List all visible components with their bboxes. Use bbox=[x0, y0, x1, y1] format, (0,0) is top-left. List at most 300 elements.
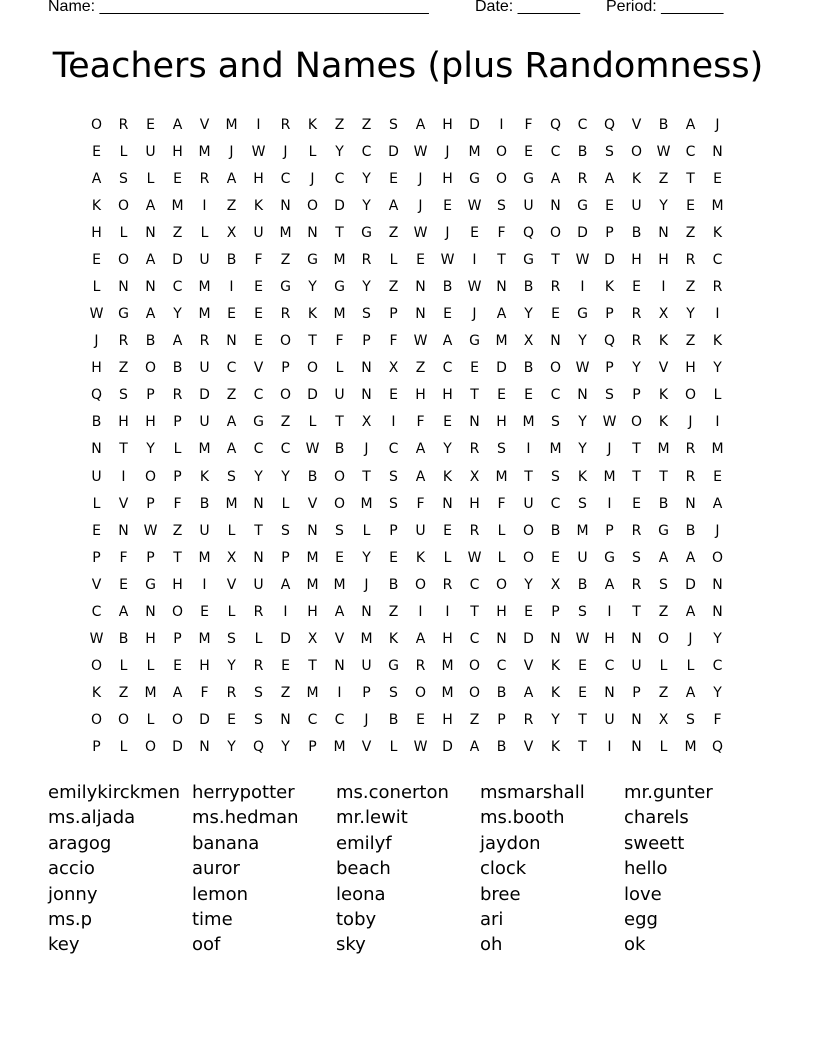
grid-letter[interactable]: H bbox=[145, 414, 156, 431]
grid-letter[interactable]: Q bbox=[603, 116, 616, 133]
grid-letter[interactable]: T bbox=[173, 549, 182, 566]
grid-letter[interactable]: O bbox=[630, 143, 643, 160]
grid-letter[interactable]: Y bbox=[173, 306, 182, 323]
grid-letter[interactable]: D bbox=[172, 739, 183, 756]
grid-letter[interactable]: C bbox=[550, 387, 561, 404]
grid-letter[interactable]: U bbox=[604, 712, 615, 729]
grid-letter[interactable]: H bbox=[415, 387, 426, 404]
grid-letter[interactable]: V bbox=[523, 739, 534, 756]
grid-letter[interactable]: S bbox=[578, 495, 587, 512]
grid-letter[interactable]: R bbox=[442, 576, 453, 593]
grid-letter[interactable]: Z bbox=[118, 360, 129, 377]
grid-letter[interactable]: H bbox=[199, 658, 210, 675]
grid-letter[interactable]: B bbox=[577, 576, 588, 593]
grid-letter[interactable]: Y bbox=[362, 197, 371, 214]
grid-letter[interactable]: N bbox=[334, 658, 345, 675]
grid-letter[interactable]: R bbox=[631, 522, 642, 539]
grid-letter[interactable]: G bbox=[577, 197, 588, 214]
grid-letter[interactable]: A bbox=[226, 441, 237, 458]
grid-letter[interactable]: N bbox=[550, 197, 561, 214]
grid-letter[interactable]: Q bbox=[90, 387, 103, 404]
grid-letter[interactable]: G bbox=[469, 333, 480, 350]
grid-letter[interactable]: T bbox=[119, 441, 128, 458]
grid-letter[interactable]: G bbox=[604, 549, 615, 566]
grid-letter[interactable]: Z bbox=[388, 224, 399, 241]
grid-letter[interactable]: N bbox=[361, 603, 372, 620]
grid-letter[interactable]: S bbox=[227, 468, 236, 485]
grid-letter[interactable]: F bbox=[254, 251, 263, 268]
grid-letter[interactable]: E bbox=[254, 306, 263, 323]
grid-letter[interactable]: L bbox=[146, 712, 155, 729]
grid-letter[interactable]: Y bbox=[713, 631, 722, 648]
grid-letter[interactable]: F bbox=[173, 495, 182, 512]
grid-letter[interactable]: R bbox=[631, 333, 642, 350]
grid-letter[interactable]: Q bbox=[711, 739, 724, 756]
grid-letter[interactable]: N bbox=[118, 279, 129, 295]
grid-letter[interactable]: P bbox=[389, 306, 398, 323]
grid-letter[interactable]: A bbox=[145, 197, 156, 214]
grid-letter[interactable]: Z bbox=[685, 333, 696, 350]
grid-letter[interactable]: F bbox=[713, 712, 722, 729]
grid-letter[interactable]: N bbox=[253, 495, 264, 512]
grid-letter[interactable]: K bbox=[415, 549, 426, 566]
grid-letter[interactable]: U bbox=[334, 387, 345, 404]
grid-letter[interactable]: N bbox=[415, 306, 426, 323]
grid-letter[interactable]: T bbox=[335, 414, 344, 431]
grid-letter[interactable]: B bbox=[388, 576, 399, 593]
grid-letter[interactable]: B bbox=[199, 495, 210, 512]
grid-letter[interactable]: O bbox=[711, 549, 724, 566]
grid-letter[interactable]: Q bbox=[522, 224, 535, 241]
grid-letter[interactable]: E bbox=[551, 306, 560, 323]
grid-letter[interactable]: L bbox=[92, 279, 101, 295]
grid-letter[interactable]: E bbox=[173, 170, 182, 187]
grid-letter[interactable]: E bbox=[416, 251, 425, 268]
grid-letter[interactable]: C bbox=[712, 658, 723, 675]
grid-letter[interactable]: C bbox=[253, 387, 264, 404]
grid-letter[interactable]: K bbox=[307, 306, 318, 323]
grid-letter[interactable]: X bbox=[523, 333, 534, 350]
grid-letter[interactable]: O bbox=[333, 468, 346, 485]
grid-letter[interactable]: E bbox=[146, 116, 155, 133]
grid-letter[interactable]: L bbox=[713, 387, 722, 404]
grid-letter[interactable]: H bbox=[442, 387, 453, 404]
grid-letter[interactable]: P bbox=[605, 360, 614, 377]
grid-letter[interactable]: K bbox=[307, 116, 318, 133]
grid-letter[interactable]: E bbox=[578, 685, 587, 702]
grid-letter[interactable]: A bbox=[685, 603, 696, 620]
grid-letter[interactable]: H bbox=[685, 360, 696, 377]
grid-letter[interactable]: X bbox=[226, 224, 237, 241]
grid-letter[interactable]: Y bbox=[335, 143, 344, 160]
grid-letter[interactable]: L bbox=[659, 658, 668, 675]
grid-letter[interactable]: N bbox=[118, 522, 129, 539]
grid-letter[interactable]: J bbox=[445, 143, 450, 160]
grid-letter[interactable]: O bbox=[90, 712, 103, 729]
grid-letter[interactable]: U bbox=[199, 414, 210, 431]
grid-letter[interactable]: Q bbox=[549, 116, 562, 133]
grid-letter[interactable]: B bbox=[226, 251, 237, 268]
grid-letter[interactable]: R bbox=[577, 170, 588, 187]
grid-letter[interactable]: P bbox=[92, 739, 101, 756]
grid-letter[interactable]: N bbox=[361, 360, 372, 377]
grid-letter[interactable]: C bbox=[685, 143, 696, 160]
grid-letter[interactable]: Z bbox=[469, 712, 480, 729]
grid-letter[interactable]: B bbox=[334, 441, 345, 458]
grid-letter[interactable]: Y bbox=[443, 441, 452, 458]
grid-letter[interactable]: E bbox=[254, 333, 263, 350]
grid-letter[interactable]: N bbox=[442, 495, 453, 512]
grid-letter[interactable]: C bbox=[280, 170, 291, 187]
grid-letter[interactable]: N bbox=[550, 333, 561, 350]
grid-letter[interactable]: U bbox=[199, 360, 210, 377]
grid-letter[interactable]: O bbox=[171, 712, 184, 729]
grid-letter[interactable]: G bbox=[469, 170, 480, 187]
grid-letter[interactable]: V bbox=[523, 658, 534, 675]
grid-letter[interactable]: A bbox=[118, 603, 129, 620]
grid-letter[interactable]: D bbox=[307, 387, 318, 404]
grid-letter[interactable]: N bbox=[712, 603, 723, 620]
grid-letter[interactable]: O bbox=[657, 631, 670, 648]
grid-letter[interactable]: A bbox=[145, 251, 156, 268]
grid-letter[interactable]: F bbox=[524, 116, 533, 133]
grid-letter[interactable]: M bbox=[306, 576, 319, 593]
grid-letter[interactable]: L bbox=[227, 522, 236, 539]
grid-letter[interactable]: B bbox=[523, 360, 534, 377]
grid-letter[interactable]: Z bbox=[658, 685, 669, 702]
grid-letter[interactable]: U bbox=[523, 495, 534, 512]
grid-letter[interactable]: M bbox=[549, 441, 562, 458]
grid-letter[interactable]: C bbox=[361, 143, 372, 160]
grid-letter[interactable]: O bbox=[171, 603, 184, 620]
grid-letter[interactable]: H bbox=[91, 360, 102, 377]
grid-letter[interactable]: M bbox=[360, 631, 373, 648]
grid-letter[interactable]: Z bbox=[334, 116, 345, 133]
grid-letter[interactable]: E bbox=[578, 658, 587, 675]
grid-letter[interactable]: R bbox=[469, 522, 480, 539]
grid-letter[interactable]: M bbox=[495, 333, 508, 350]
grid-letter[interactable]: N bbox=[307, 224, 318, 241]
grid-letter[interactable]: H bbox=[307, 603, 318, 620]
grid-letter[interactable]: C bbox=[604, 658, 615, 675]
grid-letter[interactable]: C bbox=[550, 495, 561, 512]
grid-letter[interactable]: H bbox=[91, 224, 102, 241]
grid-letter[interactable]: A bbox=[685, 549, 696, 566]
grid-letter[interactable]: V bbox=[361, 739, 372, 756]
grid-letter[interactable]: P bbox=[308, 739, 317, 756]
grid-letter[interactable]: H bbox=[145, 631, 156, 648]
grid-letter[interactable]: N bbox=[199, 739, 210, 756]
grid-letter[interactable]: M bbox=[306, 685, 319, 702]
grid-letter[interactable]: P bbox=[632, 387, 641, 404]
grid-letter[interactable]: W bbox=[143, 522, 158, 539]
grid-letter[interactable]: R bbox=[199, 333, 210, 350]
grid-letter[interactable]: A bbox=[604, 576, 615, 593]
grid-letter[interactable]: V bbox=[253, 360, 264, 377]
grid-letter[interactable]: F bbox=[497, 224, 506, 241]
grid-letter[interactable]: M bbox=[333, 251, 346, 268]
grid-letter[interactable]: L bbox=[119, 739, 128, 756]
grid-letter[interactable]: J bbox=[283, 143, 288, 160]
grid-letter[interactable]: Z bbox=[685, 279, 696, 295]
grid-letter[interactable]: B bbox=[658, 116, 669, 133]
grid-letter[interactable]: Y bbox=[713, 360, 722, 377]
grid-letter[interactable]: L bbox=[497, 522, 506, 539]
grid-letter[interactable]: L bbox=[308, 143, 317, 160]
grid-letter[interactable]: I bbox=[607, 739, 612, 756]
grid-letter[interactable]: L bbox=[119, 224, 128, 241]
grid-letter[interactable]: F bbox=[497, 495, 506, 512]
grid-letter[interactable]: E bbox=[92, 143, 101, 160]
grid-letter[interactable]: N bbox=[307, 522, 318, 539]
grid-letter[interactable]: P bbox=[281, 549, 290, 566]
grid-letter[interactable]: O bbox=[144, 468, 157, 485]
grid-letter[interactable]: A bbox=[604, 170, 615, 187]
grid-letter[interactable]: G bbox=[361, 224, 372, 241]
grid-letter[interactable]: M bbox=[360, 495, 373, 512]
grid-letter[interactable]: M bbox=[198, 279, 211, 295]
grid-letter[interactable]: N bbox=[415, 279, 426, 295]
grid-letter[interactable]: C bbox=[577, 116, 588, 133]
grid-letter[interactable]: S bbox=[497, 441, 506, 458]
grid-letter[interactable]: C bbox=[712, 251, 723, 268]
grid-letter[interactable]: A bbox=[685, 116, 696, 133]
grid-letter[interactable]: W bbox=[656, 143, 671, 160]
grid-letter[interactable]: M bbox=[684, 739, 697, 756]
grid-letter[interactable]: U bbox=[199, 522, 210, 539]
grid-letter[interactable]: M bbox=[198, 549, 211, 566]
grid-letter[interactable]: P bbox=[605, 522, 614, 539]
grid-letter[interactable]: A bbox=[334, 603, 345, 620]
grid-letter[interactable]: X bbox=[469, 468, 480, 485]
grid-letter[interactable]: G bbox=[280, 279, 291, 295]
grid-letter[interactable]: S bbox=[578, 603, 587, 620]
grid-letter[interactable]: Y bbox=[281, 468, 290, 485]
grid-letter[interactable]: I bbox=[661, 279, 666, 295]
grid-letter[interactable]: G bbox=[658, 522, 669, 539]
grid-letter[interactable]: J bbox=[364, 712, 369, 729]
grid-letter[interactable]: T bbox=[470, 603, 479, 620]
grid-letter[interactable]: K bbox=[712, 224, 723, 241]
grid-letter[interactable]: W bbox=[467, 549, 482, 566]
grid-letter[interactable]: G bbox=[145, 576, 156, 593]
grid-letter[interactable]: D bbox=[496, 360, 507, 377]
grid-letter[interactable]: K bbox=[658, 387, 669, 404]
grid-letter[interactable]: O bbox=[414, 685, 427, 702]
grid-letter[interactable]: B bbox=[550, 522, 561, 539]
grid-letter[interactable]: L bbox=[389, 251, 398, 268]
grid-letter[interactable]: O bbox=[549, 360, 562, 377]
grid-letter[interactable]: N bbox=[550, 631, 561, 648]
grid-letter[interactable]: A bbox=[226, 414, 237, 431]
grid-letter[interactable]: D bbox=[604, 251, 615, 268]
grid-letter[interactable]: L bbox=[335, 360, 344, 377]
grid-letter[interactable]: L bbox=[254, 631, 263, 648]
grid-letter[interactable]: T bbox=[335, 224, 344, 241]
grid-letter[interactable]: M bbox=[603, 468, 616, 485]
grid-letter[interactable]: W bbox=[467, 197, 482, 214]
grid-letter[interactable]: O bbox=[279, 333, 292, 350]
grid-letter[interactable]: A bbox=[172, 685, 183, 702]
grid-letter[interactable]: G bbox=[388, 658, 399, 675]
grid-letter[interactable]: P bbox=[146, 549, 155, 566]
grid-letter[interactable]: M bbox=[711, 441, 724, 458]
grid-letter[interactable]: W bbox=[467, 279, 482, 295]
grid-letter[interactable]: N bbox=[631, 739, 642, 756]
grid-letter[interactable]: W bbox=[305, 441, 320, 458]
grid-letter[interactable]: E bbox=[605, 197, 614, 214]
grid-letter[interactable]: M bbox=[333, 306, 346, 323]
grid-letter[interactable]: Z bbox=[226, 197, 237, 214]
grid-letter[interactable]: N bbox=[226, 333, 237, 350]
grid-letter[interactable]: Y bbox=[713, 685, 722, 702]
grid-letter[interactable]: M bbox=[495, 468, 508, 485]
grid-letter[interactable]: C bbox=[469, 631, 480, 648]
grid-letter[interactable]: S bbox=[254, 712, 263, 729]
grid-letter[interactable]: A bbox=[172, 333, 183, 350]
grid-letter[interactable]: R bbox=[253, 603, 264, 620]
grid-letter[interactable]: Y bbox=[254, 468, 263, 485]
grid-letter[interactable]: J bbox=[364, 576, 369, 593]
grid-letter[interactable]: Z bbox=[388, 603, 399, 620]
grid-letter[interactable]: M bbox=[225, 495, 238, 512]
grid-letter[interactable]: T bbox=[632, 441, 641, 458]
grid-letter[interactable]: T bbox=[524, 468, 533, 485]
grid-letter[interactable]: E bbox=[335, 549, 344, 566]
grid-letter[interactable]: U bbox=[253, 576, 264, 593]
grid-letter[interactable]: Y bbox=[524, 306, 533, 323]
grid-letter[interactable]: E bbox=[551, 549, 560, 566]
grid-letter[interactable]: D bbox=[199, 712, 210, 729]
grid-letter[interactable]: Y bbox=[659, 197, 668, 214]
grid-letter[interactable]: Z bbox=[280, 685, 291, 702]
grid-letter[interactable]: G bbox=[334, 279, 345, 295]
grid-letter[interactable]: Q bbox=[252, 739, 265, 756]
grid-letter[interactable]: F bbox=[119, 549, 128, 566]
grid-letter[interactable]: C bbox=[91, 603, 102, 620]
grid-letter[interactable]: X bbox=[658, 306, 669, 323]
grid-letter[interactable]: M bbox=[441, 658, 454, 675]
grid-letter[interactable]: Z bbox=[361, 116, 372, 133]
grid-letter[interactable]: W bbox=[440, 251, 455, 268]
grid-letter[interactable]: N bbox=[361, 387, 372, 404]
grid-letter[interactable]: M bbox=[198, 143, 211, 160]
grid-letter[interactable]: O bbox=[144, 739, 157, 756]
grid-letter[interactable]: M bbox=[306, 549, 319, 566]
grid-letter[interactable]: K bbox=[253, 197, 264, 214]
grid-letter[interactable]: N bbox=[712, 143, 723, 160]
grid-letter[interactable]: Z bbox=[658, 170, 669, 187]
grid-letter[interactable]: U bbox=[577, 549, 588, 566]
grid-letter[interactable]: I bbox=[391, 414, 396, 431]
grid-letter[interactable]: N bbox=[604, 685, 615, 702]
grid-letter[interactable]: W bbox=[602, 414, 617, 431]
grid-letter[interactable]: P bbox=[146, 495, 155, 512]
grid-letter[interactable]: E bbox=[443, 522, 452, 539]
grid-letter[interactable]: E bbox=[173, 658, 182, 675]
grid-letter[interactable]: E bbox=[686, 197, 695, 214]
grid-letter[interactable]: M bbox=[144, 685, 157, 702]
grid-letter[interactable]: B bbox=[658, 495, 669, 512]
grid-letter[interactable]: Z bbox=[172, 224, 183, 241]
grid-letter[interactable]: L bbox=[281, 495, 290, 512]
grid-letter[interactable]: J bbox=[445, 224, 450, 241]
grid-letter[interactable]: R bbox=[523, 712, 534, 729]
grid-letter[interactable]: E bbox=[470, 360, 479, 377]
grid-letter[interactable]: N bbox=[253, 549, 264, 566]
grid-letter[interactable]: E bbox=[713, 468, 722, 485]
grid-letter[interactable]: B bbox=[91, 414, 102, 431]
grid-letter[interactable]: K bbox=[658, 414, 669, 431]
grid-letter[interactable]: I bbox=[283, 603, 288, 620]
grid-letter[interactable]: I bbox=[229, 279, 234, 295]
grid-letter[interactable]: J bbox=[94, 333, 99, 350]
grid-letter[interactable]: R bbox=[118, 116, 129, 133]
grid-letter[interactable]: S bbox=[335, 522, 344, 539]
grid-letter[interactable]: N bbox=[145, 603, 156, 620]
grid-letter[interactable]: K bbox=[442, 468, 453, 485]
grid-letter[interactable]: N bbox=[145, 224, 156, 241]
grid-letter[interactable]: D bbox=[577, 224, 588, 241]
grid-letter[interactable]: L bbox=[173, 441, 182, 458]
grid-letter[interactable]: O bbox=[333, 495, 346, 512]
grid-letter[interactable]: S bbox=[686, 712, 695, 729]
grid-letter[interactable]: J bbox=[418, 197, 423, 214]
grid-letter[interactable]: N bbox=[145, 279, 156, 295]
grid-letter[interactable]: F bbox=[335, 333, 344, 350]
grid-letter[interactable]: R bbox=[280, 116, 291, 133]
grid-letter[interactable]: L bbox=[308, 414, 317, 431]
grid-letter[interactable]: M bbox=[198, 441, 211, 458]
grid-letter[interactable]: E bbox=[92, 522, 101, 539]
grid-letter[interactable]: E bbox=[443, 197, 452, 214]
grid-letter[interactable]: E bbox=[524, 387, 533, 404]
grid-letter[interactable]: Y bbox=[227, 739, 236, 756]
grid-letter[interactable]: W bbox=[251, 143, 266, 160]
grid-letter[interactable]: W bbox=[413, 333, 428, 350]
grid-letter[interactable]: K bbox=[199, 468, 210, 485]
grid-letter[interactable]: X bbox=[550, 576, 561, 593]
grid-letter[interactable]: K bbox=[91, 685, 102, 702]
grid-letter[interactable]: B bbox=[496, 739, 507, 756]
grid-letter[interactable]: E bbox=[713, 170, 722, 187]
grid-letter[interactable]: T bbox=[632, 603, 641, 620]
grid-letter[interactable]: S bbox=[119, 170, 128, 187]
grid-letter[interactable]: Q bbox=[603, 333, 616, 350]
grid-letter[interactable]: P bbox=[389, 522, 398, 539]
grid-letter[interactable]: T bbox=[308, 333, 317, 350]
grid-letter[interactable]: Z bbox=[172, 522, 183, 539]
grid-letter[interactable]: N bbox=[280, 712, 291, 729]
grid-letter[interactable]: D bbox=[523, 631, 534, 648]
grid-letter[interactable]: A bbox=[442, 333, 453, 350]
grid-letter[interactable]: Y bbox=[308, 279, 317, 295]
grid-letter[interactable]: A bbox=[658, 549, 669, 566]
grid-letter[interactable]: I bbox=[256, 116, 261, 133]
grid-letter[interactable]: A bbox=[280, 576, 291, 593]
grid-letter[interactable]: R bbox=[415, 658, 426, 675]
grid-letter[interactable]: M bbox=[198, 306, 211, 323]
grid-letter[interactable]: U bbox=[631, 197, 642, 214]
grid-letter[interactable]: Y bbox=[362, 279, 371, 295]
grid-letter[interactable]: U bbox=[253, 224, 264, 241]
grid-letter[interactable]: A bbox=[172, 116, 183, 133]
grid-letter[interactable]: T bbox=[686, 170, 695, 187]
grid-letter[interactable]: Y bbox=[551, 712, 560, 729]
grid-letter[interactable]: J bbox=[715, 116, 720, 133]
grid-letter[interactable]: S bbox=[119, 387, 128, 404]
grid-letter[interactable]: L bbox=[146, 658, 155, 675]
